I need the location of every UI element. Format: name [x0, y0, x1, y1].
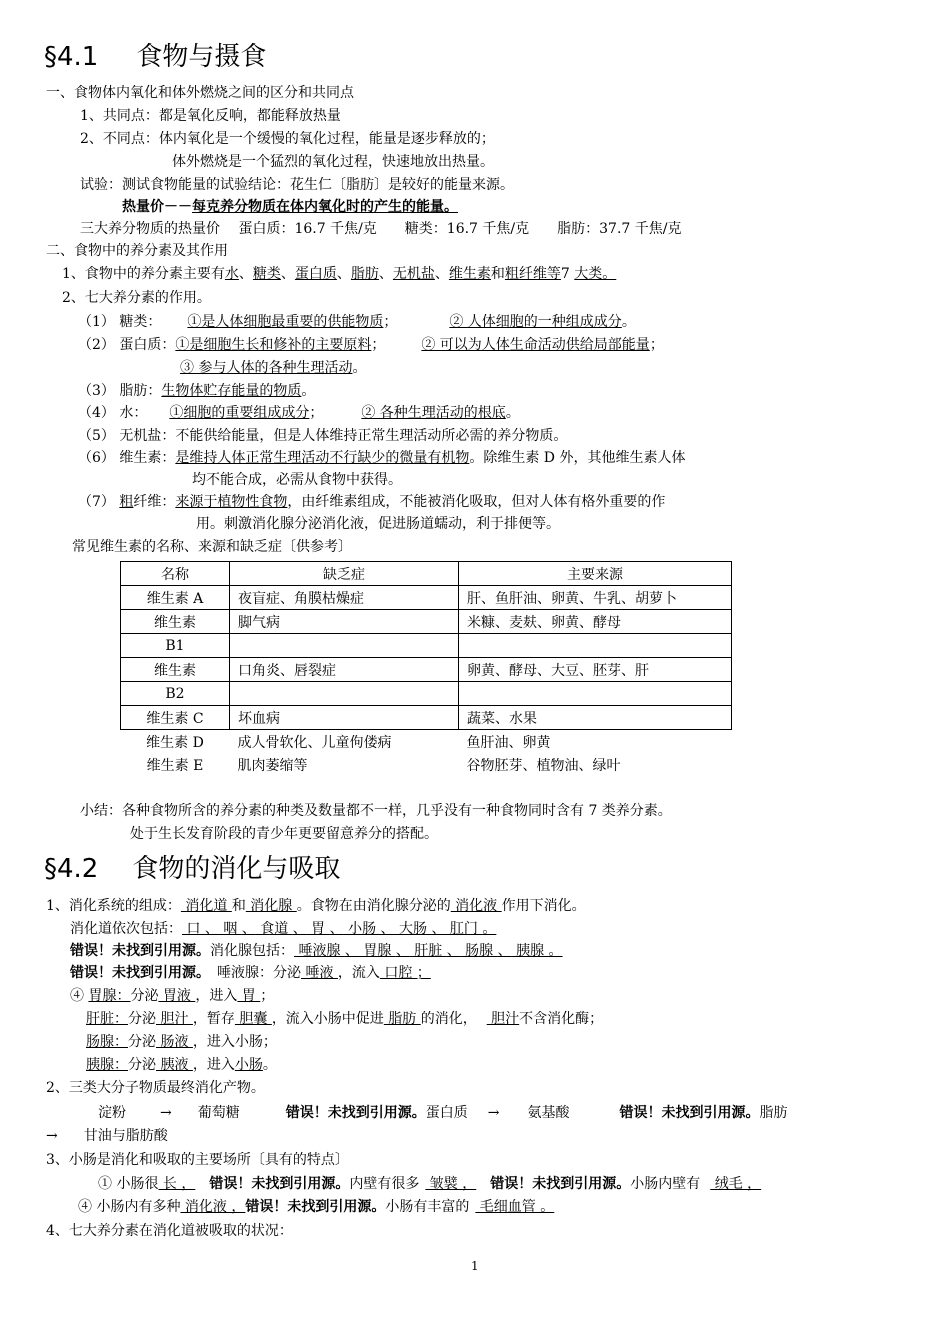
blank-answer: 大肠	[394, 921, 432, 937]
table-row	[121, 586, 732, 610]
nutrients-list: 1、食物中的养分素主要有水、糖类、蛋白质、脂肪、无机盐、维生素和粗纤维等7 大类。	[62, 266, 617, 282]
liver	[86, 1010, 603, 1028]
nutrient-item: 糖类	[252, 266, 281, 282]
blank-answer: 肝脏	[409, 943, 447, 959]
error-ref: 错误！未找到引用源。	[245, 1199, 386, 1215]
heat-values: 三大养分物质的热量价 蛋白质：16.7 千焦/克 糖类：16.7 千焦/克 脂肪：37.7 千焦/克	[80, 221, 682, 237]
text: ，流入	[337, 965, 380, 981]
summary: 小结：各种食物所含的养分素的种类及数量都不一样，几乎没有一种食物同时含有 7 类养分素。	[80, 803, 672, 819]
text: ① 小肠很	[98, 1176, 159, 1192]
blank-answer: 胃	[306, 921, 330, 937]
heat-value-text: 每克养分物质在体内氧化时的产生的能量。	[192, 199, 458, 215]
text: 分泌	[128, 1011, 156, 1027]
text: ，进入小肠；	[192, 1034, 277, 1050]
digestive-system	[46, 897, 586, 915]
blank-answer: 消化道	[180, 898, 232, 914]
role-label: （1） 糖类：	[78, 314, 162, 330]
text: 内壁有很多	[349, 1176, 420, 1192]
blank-answer: 皱襞 ，	[425, 1176, 477, 1192]
text: 不含消化酶；	[519, 1011, 604, 1027]
digestive-glands	[70, 942, 563, 960]
role-label: 纤维：	[133, 494, 176, 510]
text: 唾液腺：分泌	[203, 965, 301, 981]
table-header: 缺乏症	[230, 562, 459, 586]
text: 脂肪	[759, 1105, 788, 1121]
difference-point-2: 体外燃烧是一个猛烈的氧化过程，快速地放出热量。	[172, 154, 494, 170]
table-cell	[230, 634, 459, 658]
common-point: 1、共同点：都是氧化反响，都能释放热量	[80, 108, 341, 124]
table-row	[121, 634, 732, 658]
role-label: （6） 维生素：	[78, 450, 176, 466]
text: 。食物在由消化腺分泌的	[296, 898, 451, 914]
blank-answer: 胃液	[158, 988, 196, 1004]
role-label: （3） 脂肪：	[78, 383, 162, 399]
text: 小肠内壁有	[630, 1176, 701, 1192]
nutrients-intro: 1、食物中的养分素主要有	[62, 266, 225, 282]
text: ；	[260, 988, 275, 1004]
blank-answer: 唾液	[301, 965, 338, 981]
text: 葡萄糖	[197, 1105, 240, 1121]
table-cell: 肌肉萎缩等	[237, 757, 308, 774]
table-cell: 维生素 D	[146, 734, 204, 751]
text: 淀粉	[98, 1105, 126, 1121]
blank-answer: 胰腺	[511, 943, 549, 959]
role-label: （4） 水：	[78, 405, 148, 421]
blank-answer: 口	[182, 921, 205, 937]
question-1: 一、食物体内氧化和体外燃烧之间的区分和共同点	[46, 85, 354, 101]
table-cell: 夜盲症、角膜枯燥症	[230, 586, 459, 610]
role-text: ② 各种生理活动的根底	[361, 405, 506, 421]
blank-answer: 小肠	[343, 921, 381, 937]
role-text: ①是人体细胞最重要的供能物质	[187, 314, 384, 330]
nutrient-item: 无机盐	[392, 266, 435, 282]
heat-value-term: 热量价－－	[122, 199, 192, 215]
text: ，进入	[195, 988, 238, 1004]
blank-answer: 胃腺	[358, 943, 396, 959]
text: 消化腺包括：	[210, 943, 294, 959]
heat-value-definition	[122, 198, 458, 216]
text: ，流入小肠中促进	[271, 1011, 384, 1027]
blank-answer: 绒毛 ，	[710, 1176, 762, 1192]
blank-answer: 脂肪	[383, 1011, 421, 1027]
text: 的消化，	[420, 1011, 477, 1027]
text: 肝脏：	[86, 1011, 128, 1027]
role-text: 。除维生素 D 外，其他维生素人体	[469, 450, 686, 466]
table-cell: 成人骨软化、儿童佝偻病	[237, 734, 392, 751]
role-vitamin	[78, 449, 685, 467]
table-row	[121, 658, 732, 682]
role-text: ①是细胞生长和修补的主要原料	[175, 337, 372, 353]
table-cell: 肝、鱼肝油、卵黄、牛乳、胡萝卜	[459, 586, 732, 610]
role-mineral: （5） 无机盐：不能供给能量，但是人体维持正常生理活动所必需的养分物质。	[78, 428, 568, 444]
digestion-products	[98, 1104, 787, 1122]
nutrient-and: 和	[490, 266, 505, 282]
table-header: 名称	[121, 562, 230, 586]
text: 作用下消化。	[501, 898, 586, 914]
role-text: ③ 参与人体的各种生理活动	[180, 360, 353, 376]
text: ④	[70, 988, 89, 1004]
section-number: §4.2	[44, 854, 99, 884]
nutrient-item: 蛋白质	[294, 266, 337, 282]
table-cell: 维生素 C	[121, 706, 230, 730]
digestion-products-2	[46, 1127, 168, 1145]
blank-answer: 消化液	[450, 898, 502, 914]
pancreas	[86, 1056, 277, 1074]
blank-answer: 胃	[237, 988, 261, 1004]
text: 氨基酸	[527, 1105, 570, 1121]
digestive-tract	[70, 920, 496, 938]
text: 。	[548, 943, 563, 959]
section-title-4-1	[44, 36, 266, 73]
error-ref: 错误！未找到引用源。	[209, 1176, 350, 1192]
text: 甘油与脂肪酸	[83, 1128, 168, 1144]
blank-answer: 肠液	[156, 1034, 193, 1050]
intestine-features-2	[78, 1198, 554, 1216]
blank-answer: 胆汁	[486, 1011, 520, 1027]
question-2: 二、食物中的养分素及其作用	[46, 243, 228, 259]
role-text: ，由纤维素组成，不能被消化吸取，但对人体有格外重要的作	[287, 494, 666, 510]
table-header: 主要来源	[459, 562, 732, 586]
blank-answer: 食道	[255, 921, 293, 937]
role-vitamin-2: 均不能合成，必需从食物中获得。	[192, 472, 402, 488]
blank-answer: 胆囊	[234, 1011, 272, 1027]
section-title-4-2	[44, 848, 340, 885]
blank-answer: 胆汁	[156, 1011, 193, 1027]
blank-answer: 咽	[218, 921, 242, 937]
table-cell: 米糠、麦麸、卵黄、酵母	[459, 610, 732, 634]
table-cell	[230, 682, 459, 706]
role-text: 是维持人体正常生理活动不行缺少的微量有机物	[175, 450, 470, 466]
blank-answer: 毛细血管 。	[475, 1199, 555, 1215]
table-cell: 维生素	[121, 610, 230, 634]
intestine-features-1	[98, 1175, 761, 1193]
role-fat: （3） 脂肪：生物体贮存能量的物质。	[78, 383, 316, 399]
text: ，进入	[192, 1057, 235, 1073]
role-text: ② 可以为人体生命活动供给局部能量	[421, 337, 650, 353]
table-cell: 谷物胚芽、植物油、绿叶	[466, 757, 621, 774]
role-text: ①细胞的重要组成成分	[169, 405, 310, 421]
table-cell	[459, 634, 732, 658]
question-3-small-intestine: 3、小肠是消化和吸取的主要场所〔具有的特点〕	[46, 1152, 349, 1168]
table-cell: 鱼肝油、卵黄	[466, 734, 551, 751]
role-label: （2） 蛋白质：	[78, 337, 176, 353]
table-cell: 维生素	[121, 658, 230, 682]
arrow-icon: →	[487, 1105, 500, 1121]
table-row	[121, 610, 732, 634]
text: 胃腺：	[88, 988, 131, 1004]
nutrient-item: 粗纤维等	[504, 266, 561, 282]
text: 分泌	[128, 1034, 156, 1050]
blank-answer: 口腔 ；	[379, 965, 431, 981]
role-sugar: （1） 糖类： ①是人体细胞最重要的供能物质； ② 人体细胞的一种组成成分。	[78, 314, 636, 330]
blank-answer: 长 ，	[158, 1176, 196, 1192]
role-fiber-2: 用。刺激消化腺分泌消化液，促进肠道蠕动，利于排便等。	[196, 516, 560, 532]
text: ，暂存	[192, 1011, 235, 1027]
role-label: （7）	[78, 494, 120, 510]
salivary-gland	[70, 964, 431, 982]
nutrient-count: 7	[560, 266, 575, 282]
error-ref: 错误！未找到引用源。	[619, 1105, 760, 1121]
nutrient-item: 水	[224, 266, 239, 282]
role-protein: （2） 蛋白质：①是细胞生长和修补的主要原料； ② 可以为人体生命活动供给局部能量；	[78, 337, 664, 353]
section-heading: 食物的消化与吸取	[132, 854, 341, 884]
role-water: （4） 水： ①细胞的重要组成成分； ② 各种生理活动的根底。	[78, 405, 520, 421]
role-text: ② 人体细胞的一种组成成分	[449, 314, 622, 330]
text: ④ 小肠内有多种	[78, 1199, 181, 1215]
table-cell: B1	[121, 634, 230, 658]
text: 消化道依次包括：	[70, 921, 182, 937]
section-number: §4.1	[44, 42, 99, 72]
summary-2: 处于生长发育阶段的青少年更要留意养分的搭配。	[130, 826, 438, 842]
role-protein-3: ③ 参与人体的各种生理活动。	[180, 360, 367, 376]
table-row	[121, 753, 732, 776]
blank-answer: 小肠	[234, 1057, 263, 1073]
error-ref: 错误！未找到引用源。	[70, 943, 210, 959]
nutrient-item: 维生素	[448, 266, 491, 282]
table-cell: 卵黄、酵母、大豆、胚芽、肝	[459, 658, 732, 682]
role-text: 生物体贮存能量的物质	[161, 383, 302, 399]
experiment-note: 试验：测试食物能量的试验结论：花生仁〔脂肪〕是较好的能量来源。	[80, 177, 514, 193]
table-row	[121, 706, 732, 730]
text: 。	[262, 1057, 277, 1073]
table-caption: 常见维生素的名称、来源和缺乏症〔供参考〕	[72, 539, 352, 555]
arrow-icon: →	[46, 1128, 58, 1144]
difference-point: 2、不同点：体内氧化是一个缓慢的氧化过程，能量是逐步释放的；	[80, 131, 495, 147]
blank-answer: 肛门	[445, 921, 483, 937]
blank-answer: 消化液 ，	[180, 1199, 246, 1215]
error-ref: 错误！未找到引用源。	[70, 965, 203, 981]
intestinal-gland	[86, 1033, 277, 1051]
role-label: 粗	[119, 494, 134, 510]
table-cell: 脚气病	[230, 610, 459, 634]
blank-answer-group: 唾液腺 、 胃腺 、 肝脏 、 肠腺 、 胰腺 。	[294, 943, 563, 959]
question-2-products: 2、三类大分子物质最终消化产物。	[46, 1080, 265, 1096]
table-header-row	[121, 562, 732, 586]
error-ref: 错误！未找到引用源。	[490, 1176, 631, 1192]
section-heading: 食物与摄食	[136, 42, 267, 72]
text: 和	[231, 898, 246, 914]
text: 。	[482, 921, 497, 937]
table-row	[121, 682, 732, 706]
role-text: 来源于植物性食物	[175, 494, 288, 510]
blank-answer: 唾液腺	[294, 943, 345, 959]
text: 1、消化系统的组成：	[46, 898, 181, 914]
question-4-absorption: 4、七大养分素在消化道被吸取的状况：	[46, 1223, 293, 1239]
nutrient-item: 脂肪	[350, 266, 379, 282]
table-cell	[459, 682, 732, 706]
page-number: 1	[471, 1259, 479, 1273]
nutrient-end: 大类。	[574, 266, 617, 282]
blank-answer: 胰液	[156, 1057, 193, 1073]
error-ref: 错误！未找到引用源。	[285, 1105, 426, 1121]
blank-answer: 消化腺	[245, 898, 297, 914]
role-fiber	[78, 493, 665, 511]
table-cell: 维生素 E	[146, 757, 204, 774]
text: 小肠有丰富的	[385, 1199, 470, 1215]
text: 分泌	[130, 988, 159, 1004]
blank-answer: 肠腺	[460, 943, 498, 959]
nutrient-functions-heading: 2、七大养分素的作用。	[62, 290, 211, 306]
table-cell: 坏血病	[230, 706, 459, 730]
table-cell: 蔬菜、水果	[459, 706, 732, 730]
table-cell: B2	[121, 682, 230, 706]
vitamin-table	[120, 561, 732, 776]
text: 肠腺：	[86, 1034, 128, 1050]
text: 胰腺：	[86, 1057, 128, 1073]
table-cell: 维生素 A	[121, 586, 230, 610]
text: 分泌	[128, 1057, 156, 1073]
gastric-gland	[70, 987, 274, 1005]
text: 蛋白质	[425, 1105, 468, 1121]
table-cell: 口角炎、唇裂症	[230, 658, 459, 682]
arrow-icon: →	[160, 1105, 172, 1121]
table-row	[121, 730, 732, 754]
blank-answer-group: 口 、 咽 、 食道 、 胃 、 小肠 、 大肠 、 肛门 。	[182, 921, 497, 937]
